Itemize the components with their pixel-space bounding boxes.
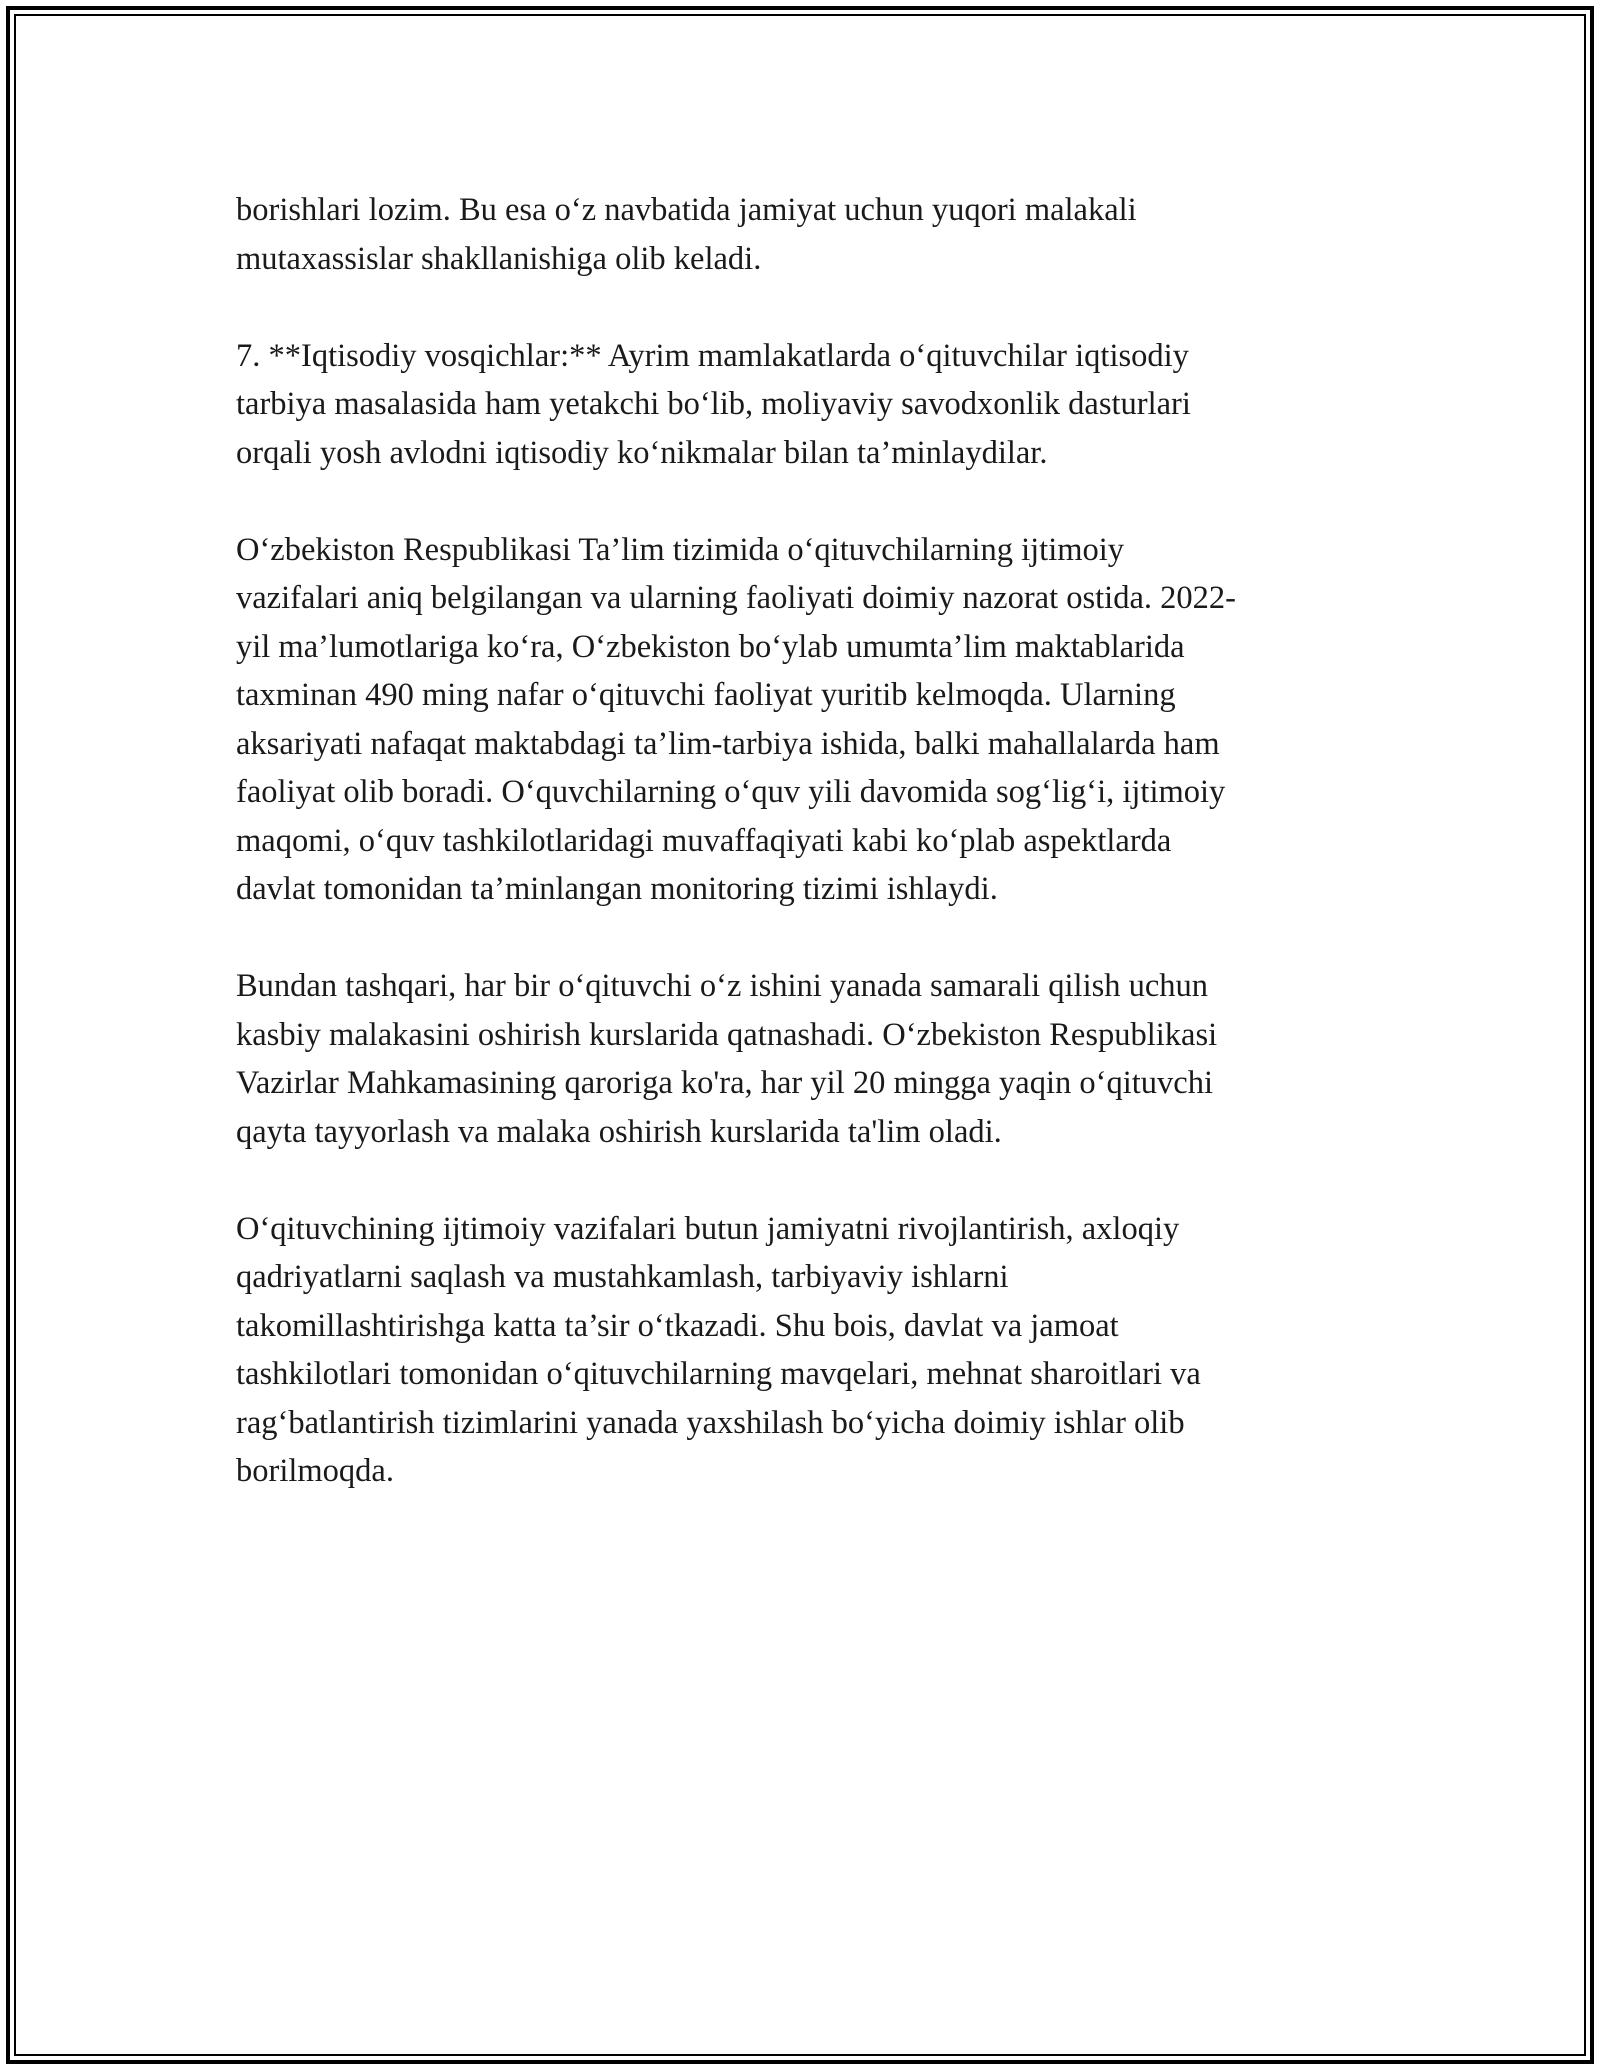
document-body (236, 186, 1376, 1544)
text-line: rag‘batlantirish tizimlarini yanada yaxshilash bo‘yicha doimiy ishlar olib (236, 1404, 1185, 1441)
text-line: vazifalari aniq belgilangan va ularning faoliyati doimiy nazorat ostida. 2022- (236, 580, 1236, 616)
text-line: faoliyat olib boradi. O‘quvchilarning o‘quv yili davomida sog‘lig‘i, ijtimoiy (236, 774, 1226, 810)
text-line: Vazirlar Mahkamasining qaroriga ko'ra, har yil 20 mingga yaqin o‘qituvchi (236, 1065, 1213, 1101)
text-line: borilmoqda. (236, 1453, 394, 1489)
text-line: qadriyatlarni saqlash va mustahkamlash, tarbiyaviy ishlarni (236, 1259, 1009, 1295)
paragraph-3 (236, 526, 1376, 914)
text-line: 7. **Iqtisodiy vosqichlar:** Ayrim mamlakatlarda o‘qituvchilar iqtisodiy (236, 337, 1189, 374)
text-line: maqomi, o‘quv tashkilotlaridagi muvaffaqiyati kabi ko‘plab aspektlarda (236, 822, 1172, 859)
text-line: Bundan tashqari, har bir o‘qituvchi o‘z ishini yanada samarali qilish uchun (236, 968, 1209, 1004)
paragraph-4 (236, 962, 1376, 1156)
text-line: aksariyati nafaqat maktabdagi ta’lim-tarbiya ishida, balki mahallalarda ham (236, 725, 1220, 762)
text-line: taxminan 490 ming nafar o‘qituvchi faoliyat yuritib kelmoqda. Ularning (236, 677, 1176, 713)
text-line: yil ma’lumotlariga ko‘ra, O‘zbekiston bo‘ylab umumta’lim maktablarida (236, 628, 1185, 665)
text-line: borishlari lozim. Bu esa o‘z navbatida jamiyat uchun yuqori malakali (236, 192, 1137, 228)
text-line: O‘qituvchining ijtimoiy vazifalari butun jamiyatni rivojlantirish, axloqiy (236, 1210, 1180, 1247)
text-line: O‘zbekiston Respublikasi Ta’lim tizimida o‘qituvchilarning ijtimoiy (236, 531, 1125, 568)
paragraph-5 (236, 1205, 1376, 1496)
text-line: davlat tomonidan ta’minlangan monitoring tizimi ishlaydi. (236, 871, 998, 907)
text-line: tashkilotlari tomonidan o‘qituvchilarning mavqelari, mehnat sharoitlari va (236, 1356, 1201, 1392)
text-line: kasbiy malakasini oshirish kurslarida qatnashadi. O‘zbekiston Respublikasi (236, 1016, 1218, 1053)
paragraph-2 (236, 332, 1376, 478)
text-line: qayta tayyorlash va malaka oshirish kurslarida ta'lim oladi. (236, 1113, 1002, 1150)
paragraph-1 (236, 186, 1376, 283)
text-line: mutaxassislar shakllanishiga olib keladi. (236, 240, 762, 277)
text-line: tarbiya masalasida ham yetakchi bo‘lib, moliyaviy savodxonlik dasturlari (236, 386, 1191, 422)
text-line: orqali yosh avlodni iqtisodiy ko‘nikmalar bilan ta’minlaydilar. (236, 434, 1048, 471)
text-line: takomillashtirishga katta ta’sir o‘tkazadi. Shu bois, davlat va jamoat (236, 1307, 1119, 1344)
